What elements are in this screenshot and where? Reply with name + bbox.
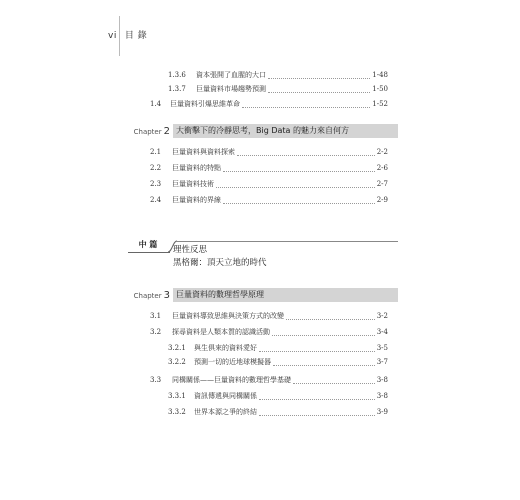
- entry-page: 3-8: [376, 392, 388, 400]
- entry-title: 巨量資料的界線: [172, 196, 221, 204]
- entry-number: 2.1: [150, 148, 162, 156]
- entry-number: 3.2.1: [168, 344, 186, 352]
- toc-entry[interactable]: [168, 342, 388, 354]
- entry-number: 3.2: [150, 328, 162, 336]
- toc-entry[interactable]: [150, 146, 388, 158]
- part-tag: 中 篇: [138, 240, 158, 249]
- part-tag-underline: [128, 252, 170, 253]
- chapter-2-heading[interactable]: [128, 124, 398, 138]
- dot-leader: [223, 165, 375, 172]
- entry-number: 2.2: [150, 164, 162, 172]
- dot-leader: [216, 181, 375, 188]
- dot-leader: [237, 149, 375, 156]
- running-header: [108, 28, 147, 41]
- chapter-number: 3: [163, 289, 170, 301]
- entry-title: 探尋資料是人類本質的認識活動: [172, 328, 270, 336]
- entry-title: 資訊傳遞與同構關係: [194, 392, 257, 400]
- entry-page: 1-50: [372, 85, 388, 93]
- chapter-label: Chapter 2: [133, 125, 170, 137]
- entry-page: 2-2: [376, 148, 388, 156]
- entry-number: 3.3: [150, 376, 162, 384]
- toc-entry[interactable]: [150, 98, 388, 110]
- entry-page: 1-52: [372, 100, 388, 108]
- entry-number: 2.3: [150, 180, 162, 188]
- chapter-title: 巨量資料的數理哲學原理: [173, 288, 398, 302]
- entry-number: 3.3.1: [168, 392, 186, 400]
- entry-page: 3-8: [376, 376, 388, 384]
- part-title-line2: 黑格爾：頂天立地的時代: [173, 258, 267, 268]
- page-number-roman: vi: [108, 31, 117, 41]
- dot-leader: [242, 101, 370, 108]
- toc-entry[interactable]: [150, 310, 388, 322]
- entry-title: 同構關係——巨量資料的數理哲學基礎: [172, 376, 291, 384]
- dot-leader: [259, 393, 375, 400]
- entry-number: 1.3.7: [168, 85, 186, 93]
- entry-number: 2.4: [150, 196, 162, 204]
- part-title-line1: 理性反思: [173, 245, 208, 255]
- entry-page: 3-4: [376, 328, 388, 336]
- entry-title: 巨量資料導致思維與決策方式的改變: [172, 312, 284, 320]
- entry-page: 2-9: [376, 196, 388, 204]
- dot-leader: [286, 313, 375, 320]
- toc-entry[interactable]: [150, 178, 388, 190]
- dot-leader: [259, 345, 375, 352]
- chapter-number: 2: [163, 125, 170, 137]
- entry-title: 巨量資料與資料探索: [172, 148, 235, 156]
- entry-number: 1.3.6: [168, 71, 186, 79]
- entry-page: 3-9: [376, 408, 388, 416]
- toc-entry[interactable]: [168, 356, 388, 368]
- toc-entry[interactable]: [150, 326, 388, 338]
- toc-entry[interactable]: [168, 69, 388, 81]
- toc-entry[interactable]: [150, 194, 388, 206]
- dot-leader: [272, 329, 375, 336]
- part-rule: [176, 241, 398, 242]
- entry-page: 2-6: [376, 164, 388, 172]
- entry-number: 3.1: [150, 312, 162, 320]
- toc-entry[interactable]: [168, 83, 388, 95]
- toc-entry[interactable]: [150, 162, 388, 174]
- entry-title: 預測一切的近地球模擬器: [194, 358, 271, 366]
- dot-leader: [223, 197, 375, 204]
- entry-title: 巨量資料市場趨勢預測: [196, 85, 266, 93]
- entry-page: 3-2: [376, 312, 388, 320]
- toc-entry[interactable]: [168, 406, 388, 418]
- entry-title: 巨量資料技術: [172, 180, 214, 188]
- entry-page: 3-5: [376, 344, 388, 352]
- entry-page: 1-48: [372, 71, 388, 79]
- entry-number: 1.4: [150, 100, 162, 108]
- header-title: 目 錄: [124, 31, 148, 41]
- entry-title: 與生俱來的資料愛好: [194, 344, 257, 352]
- dot-leader: [273, 359, 375, 366]
- entry-page: 2-7: [376, 180, 388, 188]
- entry-title: 資本張開了血腥的大口: [196, 71, 266, 79]
- dot-leader: [259, 409, 375, 416]
- dot-leader: [268, 72, 370, 79]
- chapter-title: 大衝擊下的冷靜思考，Big Data 的魅力來自何方: [173, 124, 398, 138]
- entry-title: 巨量資料引爆思維革命: [170, 100, 240, 108]
- entry-number: 3.2.2: [168, 358, 186, 366]
- entry-title: 巨量資料的特點: [172, 164, 221, 172]
- chapter-label: Chapter 3: [133, 289, 170, 301]
- toc-entry[interactable]: [168, 390, 388, 402]
- entry-number: 3.3.2: [168, 408, 186, 416]
- entry-title: 世界本源之爭的終結: [194, 408, 257, 416]
- toc-entry[interactable]: [150, 374, 388, 386]
- chapter-3-heading[interactable]: [128, 288, 398, 302]
- part-heading: [128, 238, 398, 278]
- entry-page: 3-7: [376, 358, 388, 366]
- dot-leader: [293, 377, 375, 384]
- dot-leader: [268, 86, 370, 93]
